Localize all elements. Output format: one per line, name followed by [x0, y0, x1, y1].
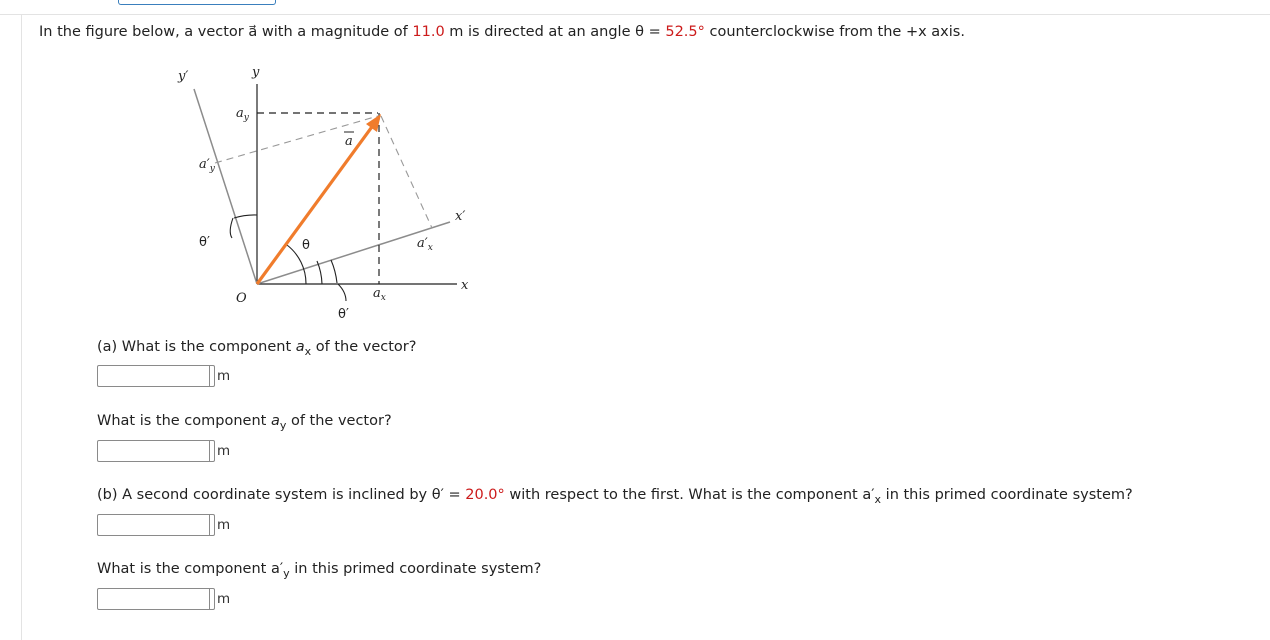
answer-ax-prime-unit: m — [217, 517, 231, 533]
answer-ax-input[interactable] — [97, 365, 215, 387]
answer-ay-prime-input[interactable] — [97, 588, 215, 610]
question-b2-prefix: What is the component a′ — [97, 561, 284, 577]
label-theta-prime-bottom: θ′ — [338, 307, 349, 322]
question-ay-var: a — [270, 413, 280, 429]
question-b-sub: x — [874, 493, 882, 506]
prompt-after: counterclockwise from the +x axis. — [709, 24, 965, 40]
theta-prime-arc-bottom — [331, 260, 337, 283]
theta-prime-pointer-bottom — [338, 284, 346, 301]
ay-prime-projection — [215, 116, 378, 163]
question-ay-sub: y — [279, 419, 287, 432]
prompt-before: In the figure below, a vector — [39, 24, 244, 40]
angle-value: 52.5° — [665, 24, 705, 40]
magnitude-value: 11.0 — [412, 24, 445, 40]
answer-ax-unit-box — [209, 365, 236, 387]
prompt-mid1: with a magnitude of — [261, 24, 408, 40]
theta-prime-value: 20.0° — [465, 487, 505, 503]
question-a-sub: x — [304, 345, 312, 358]
question-a-var: a — [295, 339, 305, 355]
answer-ax-prime-unit-box — [209, 514, 236, 536]
question-a-suffix: of the vector? — [315, 339, 417, 355]
question-b-mid: with respect to the first. What is the component a′ — [509, 487, 875, 503]
answer-ay-unit: m — [217, 443, 231, 459]
vector-symbol: a⃗ — [248, 24, 258, 40]
answer-ay-input[interactable] — [97, 440, 215, 462]
question-b-suffix: in this primed coordinate system? — [885, 487, 1133, 503]
question-b-ax-prime — [97, 487, 1133, 506]
question-b2-suffix: in this primed coordinate system? — [294, 561, 542, 577]
question-a-ax — [97, 339, 416, 358]
theta-prime-arc-left — [234, 215, 257, 218]
label-ax-prime: $a'_x$ — [417, 236, 433, 253]
x-prime-axis — [257, 222, 450, 284]
label-y: y — [252, 65, 260, 80]
question-b2-sub: y — [283, 567, 290, 580]
label-ay-prime: $a'_y$ — [199, 157, 215, 174]
label-theta-prime-left: θ′ — [199, 235, 210, 250]
answer-ax-unit: m — [217, 368, 231, 384]
theta-prime-pointer-left — [230, 218, 233, 238]
prompt-mid2: m is directed at an angle θ = — [449, 24, 661, 40]
vector-a — [257, 124, 374, 284]
answer-ax-prime-input[interactable] — [97, 514, 215, 536]
question-ay-prefix: What is the component — [97, 413, 267, 429]
answer-ay-prime-unit-box — [209, 588, 236, 610]
ax-prime-projection — [381, 116, 432, 228]
label-x: x — [461, 278, 469, 293]
label-x-prime: x′ — [455, 209, 466, 224]
question-a-prefix: (a) What is the component — [97, 339, 292, 355]
answer-ay-prime-unit: m — [217, 591, 231, 607]
label-a-vector: a — [345, 134, 353, 149]
label-ax: $a_x$ — [373, 286, 386, 303]
label-y-prime: y′ — [178, 69, 189, 84]
answer-ay-unit-box — [209, 440, 236, 462]
question-ay-suffix: of the vector? — [290, 413, 392, 429]
question-b-ay-prime — [97, 561, 541, 580]
question-b-prefix: (b) A second coordinate system is inclined by θ′ = — [97, 487, 461, 503]
label-theta: θ — [302, 238, 310, 253]
label-ay: $a_y$ — [236, 106, 249, 123]
question-a-ay — [97, 413, 392, 432]
label-origin: O — [236, 291, 247, 306]
